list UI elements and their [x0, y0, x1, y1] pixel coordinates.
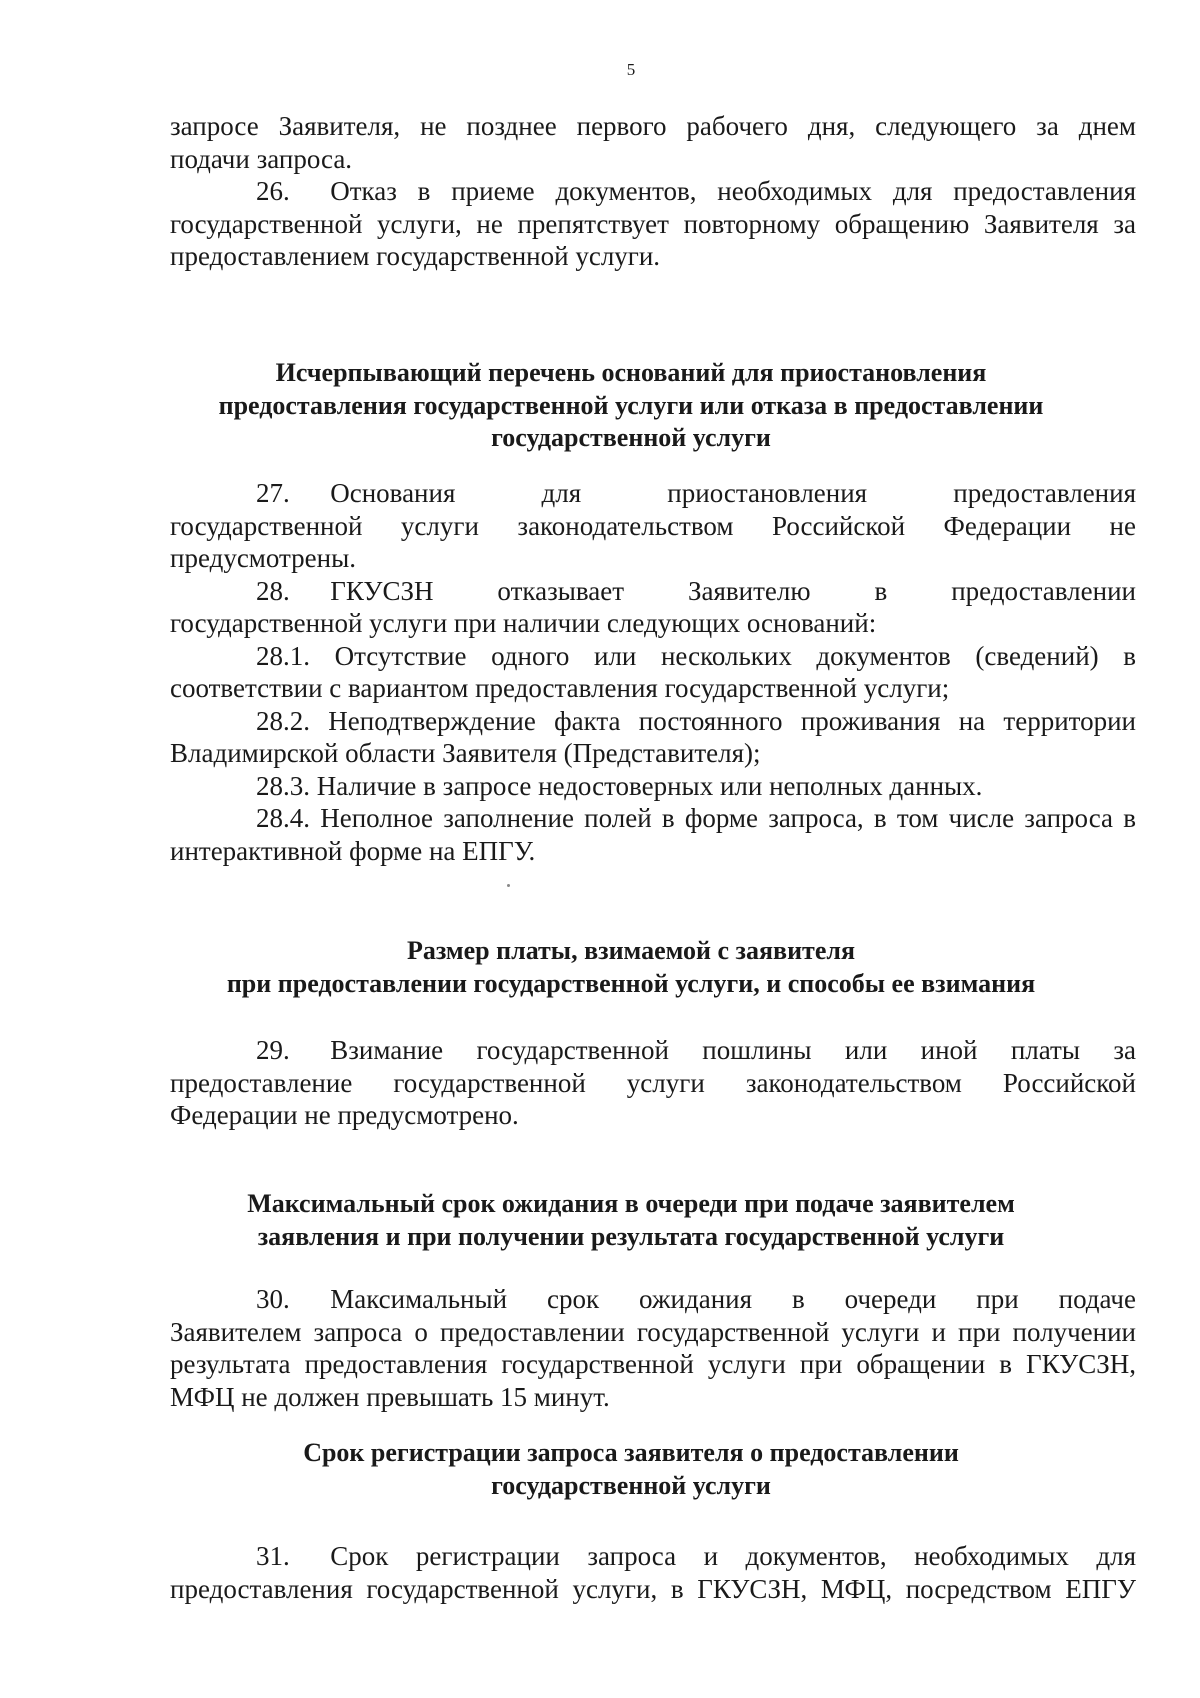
- section-heading-queue: [0, 1188, 1200, 1253]
- page-number: 5: [626, 60, 636, 79]
- heading-line: государственной услуги: [491, 423, 771, 452]
- text-line: Федерации не предусмотрено.: [170, 1100, 519, 1130]
- text-line: предоставлением государственной услуги.: [170, 241, 661, 271]
- paragraphs-27-28: [170, 477, 1136, 867]
- text-line: 28.3. Наличие в запросе недостоверных или неполных данных.: [256, 770, 983, 801]
- section-heading-grounds: [0, 357, 1200, 455]
- text-line: 29. Взимание государственной пошлины или иной платы за: [256, 1035, 1136, 1065]
- text-line: 31. Срок регистрации запроса и документов, необходимых для: [256, 1541, 1136, 1571]
- text-line: 30. Максимальный срок ожидания в очереди при подаче: [256, 1284, 1136, 1314]
- paragraph-31: [170, 1540, 1136, 1605]
- text-line: государственной услуги, не препятствует повторному обращению Заявителя за: [170, 208, 1136, 239]
- text-line: 26. Отказ в приеме документов, необходимых для предоставления: [256, 176, 1136, 206]
- section-heading-fee: [0, 935, 1200, 1000]
- text-line: подачи запроса.: [170, 143, 353, 174]
- heading-line: заявления и при получении результата государственной услуги: [257, 1221, 1005, 1251]
- text-line: государственной услуги при наличии следующих оснований:: [170, 608, 877, 638]
- paragraph-30: [170, 1283, 1136, 1413]
- heading-line: Максимальный срок ожидания в очереди при подаче заявителем: [247, 1189, 1015, 1218]
- text-line: интерактивной форме на ЕПГУ.: [170, 835, 536, 866]
- scan-speck: [507, 884, 510, 887]
- heading-line: Размер платы, взимаемой с заявителя: [406, 936, 856, 965]
- heading-line: государственной услуги: [491, 1470, 771, 1500]
- heading-line: Срок регистрации запроса заявителя о предоставлении: [303, 1438, 959, 1467]
- section-heading-registration: [0, 1437, 1200, 1502]
- heading-line: Исчерпывающий перечень оснований для приостановления: [275, 358, 987, 387]
- text-line: 27. Основания для приостановления предоставления: [256, 478, 1136, 508]
- text-line: МФЦ не должен превышать 15 минут.: [170, 1381, 610, 1412]
- text-line: 28.1. Отсутствие одного или нескольких документов (сведений) в: [256, 640, 1136, 671]
- text-line: соответствии с вариантом предоставления государственной услуги;: [170, 673, 950, 703]
- text-line: Заявителем запроса о предоставлении государственной услуги и при получении: [170, 1316, 1136, 1347]
- paragraph-29: [170, 1034, 1136, 1132]
- text-line: запросе Заявителя, не позднее первого рабочего дня, следующего за днем: [170, 111, 1136, 141]
- text-line: 28.2. Неподтверждение факта постоянного проживания на территории: [256, 705, 1136, 736]
- text-line: предусмотрены.: [170, 543, 356, 573]
- text-line: предоставление государственной услуги законодательством Российской: [170, 1067, 1136, 1098]
- text-line: государственной услуги законодательством Российской Федерации не: [170, 510, 1136, 541]
- paragraph-25-continuation: [170, 110, 1136, 273]
- text-line: 28. ГКУСЗН отказывает Заявителю в предоставлении: [256, 575, 1136, 606]
- text-line: 28.4. Неполное заполнение полей в форме запроса, в том числе запроса в: [256, 803, 1136, 833]
- heading-line: при предоставлении государственной услуги, и способы ее взимания: [226, 968, 1036, 998]
- text-line: результата предоставления государственной услуги при обращении в ГКУСЗН,: [170, 1349, 1136, 1379]
- heading-line: предоставления государственной услуги или отказа в предоставлении: [218, 390, 1044, 420]
- text-line: предоставления государственной услуги, в ГКУСЗН, МФЦ, посредством ЕПГУ: [170, 1573, 1136, 1604]
- text-line: Владимирской области Заявителя (Представителя);: [170, 738, 761, 768]
